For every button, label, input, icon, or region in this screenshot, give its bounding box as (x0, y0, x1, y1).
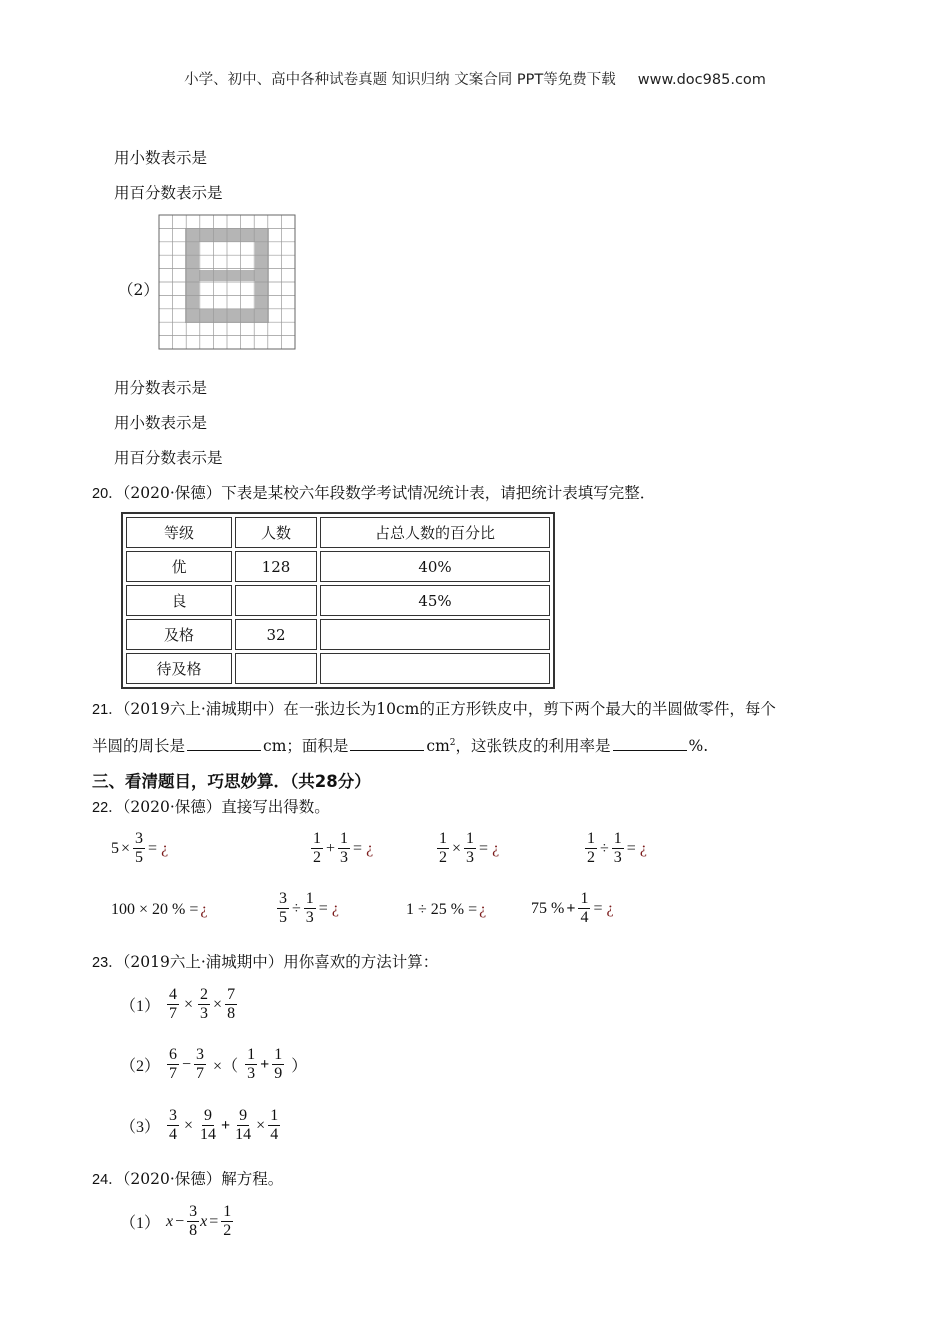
equals: = (148, 839, 158, 857)
q19-percent-line: 用百分数表示是 (114, 184, 223, 202)
q24-stem (92, 1167, 283, 1189)
answer-blank-area[interactable] (350, 736, 424, 751)
q21-line2 (92, 734, 708, 756)
q19-part2-fraction-line: 用分数表示是 (114, 379, 208, 397)
part-label: （1） (120, 1215, 161, 1232)
cell-grade: 良 (126, 585, 232, 616)
fraction: $\frac{3}{7}$ (196, 1046, 205, 1082)
expr-op: − (182, 1055, 192, 1073)
calc-expr-7 (406, 901, 486, 919)
answer-placeholder[interactable]: ¿ (366, 839, 374, 857)
th-percent: 占总人数的百分比 (320, 517, 550, 548)
q21-line1 (92, 697, 776, 719)
grid-lines (159, 215, 295, 349)
part-label: （1） (120, 998, 161, 1015)
cell-count-blank[interactable] (235, 585, 317, 616)
q21-number: 21． (92, 702, 123, 718)
expr-term: 100 × 20 % = (111, 901, 199, 918)
cell-count: 32 (235, 619, 317, 650)
equals: = (318, 899, 328, 917)
fraction: $\frac{3}{4}$ (169, 1107, 178, 1143)
cell-percent-blank[interactable] (320, 619, 550, 650)
table-row (126, 653, 550, 684)
q22-number: 22． (92, 800, 123, 816)
answer-placeholder[interactable]: ¿ (161, 839, 169, 857)
variable-x: x (166, 1212, 174, 1230)
cell-grade: 优 (126, 551, 232, 582)
equals: = (593, 899, 603, 917)
q24-part1 (120, 1203, 234, 1240)
expr-op: × (213, 995, 223, 1013)
cell-grade: 待及格 (126, 653, 232, 684)
page-header (0, 68, 950, 89)
fraction: $\frac{9}{14}$ (200, 1107, 217, 1143)
calc-expr-4 (584, 830, 647, 867)
q20-text: （2020·保德）下表是某校六年段数学考试情况统计表，请把统计表填写完整． (122, 484, 656, 502)
header-url[interactable]: www.doc985.com (637, 72, 766, 88)
expr-op: + (566, 899, 576, 917)
calc-expr-2 (310, 830, 373, 867)
cell-count-blank[interactable] (235, 653, 317, 684)
equals: = (353, 839, 363, 857)
q20-number: 20． (92, 486, 123, 502)
stat-table (121, 512, 555, 689)
equals: = (626, 839, 636, 857)
q23-part3 (120, 1107, 281, 1144)
q24-text: （2020·保德）解方程。 (122, 1170, 284, 1188)
fraction: $\frac{1}{2}$ (313, 830, 321, 866)
expr-op: + (221, 1116, 231, 1134)
cell-percent-blank[interactable] (320, 653, 550, 684)
q20-stem (92, 481, 655, 503)
q23-stem (92, 950, 438, 972)
expr-term: 75 % (531, 899, 565, 917)
expr-op: ×（ (213, 1058, 239, 1075)
fraction: $\frac{1}{4}$ (580, 890, 589, 926)
expr-op: × (184, 1116, 194, 1134)
q21-text: （2019六上·浦城期中）在一张边长为10cm的正方形铁皮中，剪下两个最大的半圆做零件，每个 (122, 700, 776, 718)
expr-op: + (260, 1055, 270, 1073)
answer-placeholder[interactable]: ¿ (331, 899, 339, 917)
equals: = (479, 839, 489, 857)
q22-text: （2020·保德）直接写出得数。 (122, 798, 330, 816)
calc-expr-1 (111, 830, 168, 867)
calc-expr-5 (111, 901, 207, 919)
grid-figure (158, 214, 296, 350)
cell-grade: 及格 (126, 619, 232, 650)
q21-text-a: 半圆的周长是 (92, 737, 186, 755)
stat-table-wrap (121, 512, 555, 689)
answer-placeholder[interactable]: ¿ (479, 901, 487, 918)
expr-term: 1 ÷ 25 % = (406, 901, 478, 918)
q24-number: 24． (92, 1172, 123, 1188)
fraction: $\frac{6}{7}$ (169, 1046, 178, 1082)
fraction: $\frac{9}{14}$ (235, 1107, 252, 1143)
answer-placeholder[interactable]: ¿ (606, 899, 614, 917)
expr-op: ） (291, 1058, 308, 1075)
fraction: $\frac{2}{3}$ (200, 986, 209, 1022)
answer-placeholder[interactable]: ¿ (200, 901, 208, 918)
fraction: $\frac{4}{7}$ (169, 986, 178, 1022)
fraction: $\frac{1}{3}$ (305, 890, 314, 926)
q21-text-d: ，这张铁皮的利用率是 (455, 737, 611, 755)
q22-stem (92, 795, 330, 817)
cell-count: 128 (235, 551, 317, 582)
fraction: $\frac{1}{3}$ (340, 830, 349, 866)
fraction: $\frac{1}{4}$ (270, 1107, 279, 1143)
answer-placeholder[interactable]: ¿ (492, 839, 500, 857)
calc-expr-6 (276, 890, 339, 927)
expr-term: 5 (111, 839, 119, 857)
answer-placeholder[interactable]: ¿ (639, 839, 647, 857)
th-count: 人数 (235, 517, 317, 548)
table-row (126, 619, 550, 650)
section-title: 三、看清题目，巧思妙算．（共28分） (92, 772, 371, 791)
q23-number: 23． (92, 955, 123, 971)
q19-part2-percent-line: 用百分数表示是 (114, 449, 223, 467)
header-text: 小学、初中、高中各种试卷真题 知识归纳 文案合同 PPT等免费下载 (184, 72, 616, 88)
part-label: （3） (120, 1119, 161, 1136)
q19-part2-decimal-line: 用小数表示是 (114, 414, 208, 432)
cell-percent: 40% (320, 551, 550, 582)
fraction: $\frac{3}{5}$ (279, 890, 287, 926)
q23-text: （2019六上·浦城期中）用你喜欢的方法计算： (122, 953, 439, 971)
expr-op: × (452, 839, 462, 857)
cell-percent: 45% (320, 585, 550, 616)
fraction: $\frac{1}{9}$ (274, 1046, 283, 1082)
table-header-row (126, 517, 550, 548)
expr-op: − (175, 1212, 185, 1230)
expr-op: × (184, 995, 194, 1013)
fraction: $\frac{3}{8}$ (189, 1203, 198, 1239)
fraction: $\frac{1}{2}$ (587, 830, 595, 866)
expr-op: × (256, 1116, 266, 1134)
calc-expr-3 (436, 830, 499, 867)
part-label: （2） (120, 1058, 161, 1075)
calc-expr-8 (531, 890, 614, 927)
q21-unit: cm (426, 737, 450, 755)
fraction: $\frac{1}{3}$ (466, 830, 475, 866)
variable-x: x (200, 1212, 208, 1230)
q21-text-e: %. (688, 737, 709, 755)
q21-unit-sup: 2 (449, 737, 456, 748)
answer-blank-perimeter[interactable] (187, 736, 261, 751)
expr-op: ÷ (292, 899, 301, 917)
fraction: $\frac{1}{3}$ (613, 830, 622, 866)
equals: = (209, 1212, 219, 1230)
q23-part1 (120, 986, 238, 1023)
q19-part2-label: （2） (118, 281, 159, 299)
fraction: $\frac{7}{8}$ (227, 986, 236, 1022)
fraction: $\frac{1}{2}$ (439, 830, 447, 866)
expr-op: + (326, 839, 336, 857)
answer-blank-rate[interactable] (613, 736, 687, 751)
q21-text-b: cm；面积是 (263, 737, 349, 755)
expr-op: ÷ (600, 839, 609, 857)
q23-part2 (120, 1046, 309, 1083)
expr-op: × (121, 839, 131, 857)
fraction: $\frac{1}{3}$ (247, 1046, 256, 1082)
table-row (126, 585, 550, 616)
th-grade: 等级 (126, 517, 232, 548)
q19-decimal-line: 用小数表示是 (114, 149, 208, 167)
fraction: $\frac{1}{2}$ (223, 1203, 232, 1239)
fraction: $\frac{3}{5}$ (135, 830, 144, 866)
table-row (126, 551, 550, 582)
